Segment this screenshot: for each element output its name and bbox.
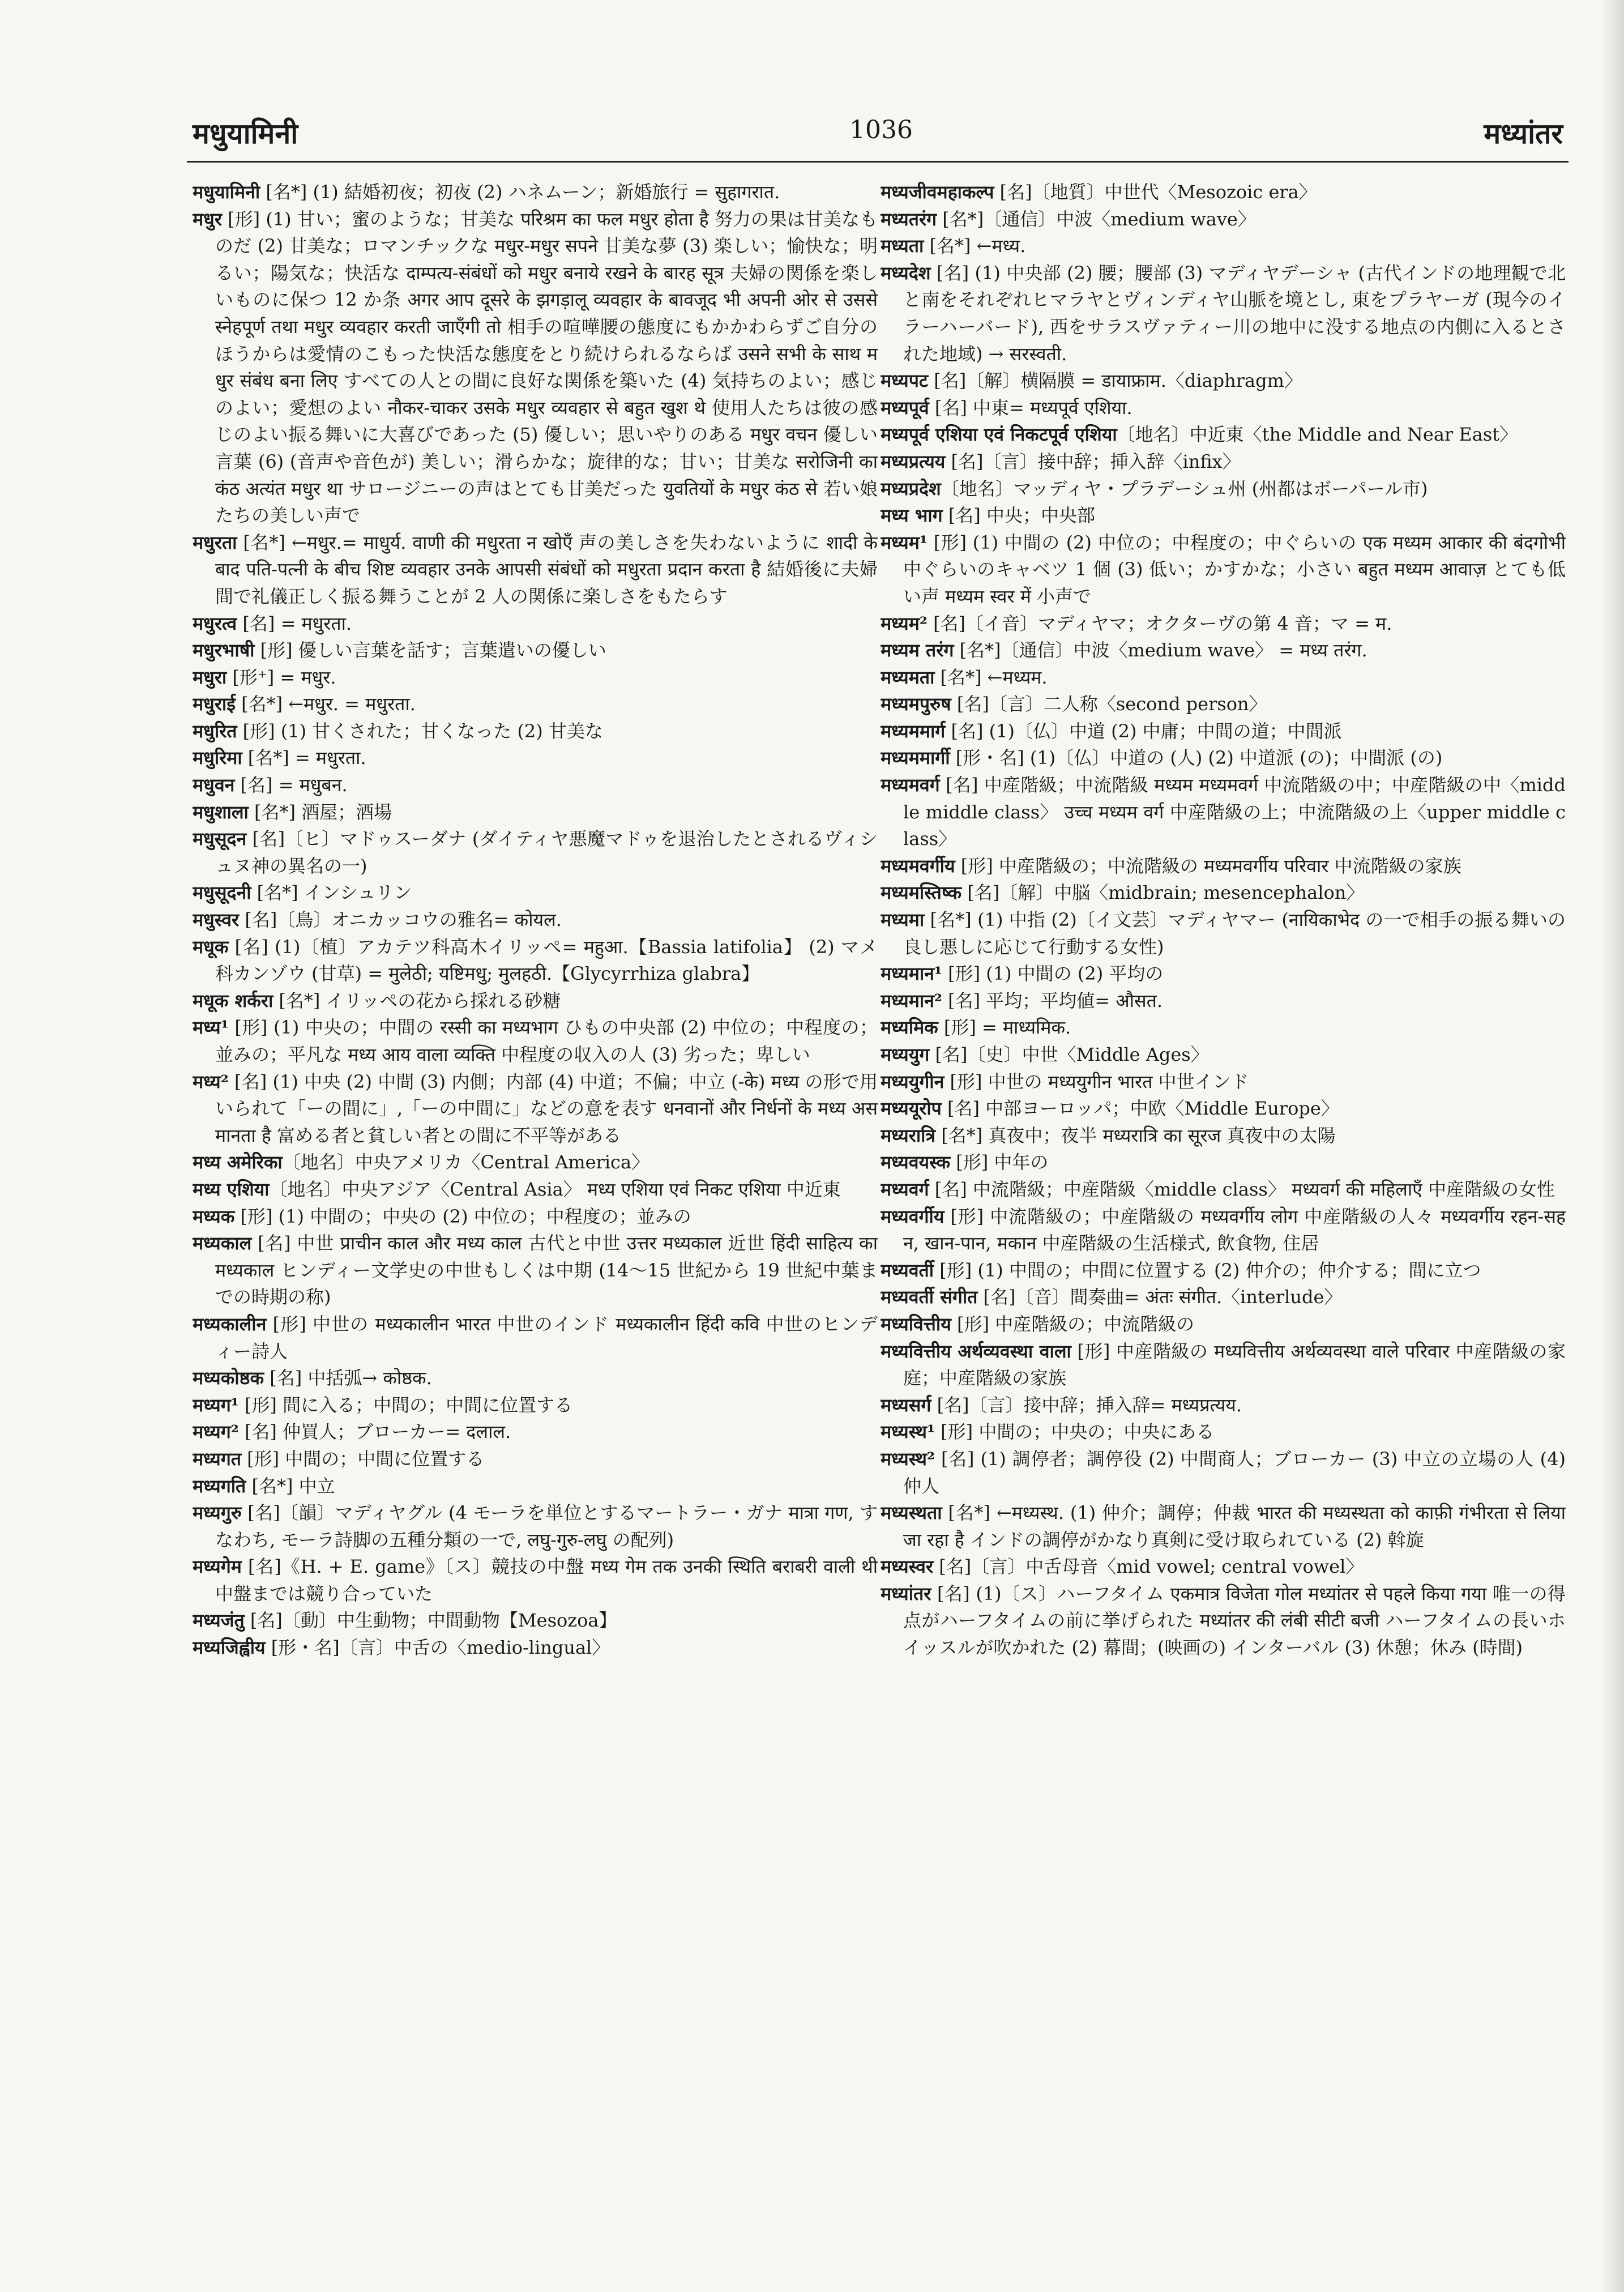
dictionary-entry	[881, 1014, 1566, 1042]
entry-definition: [名]〔言〕二人称〈second person〉	[951, 693, 1267, 715]
entry-headword: मध्यम तरंग	[881, 639, 954, 661]
entry-definition: [名]〔鳥〕オニカッコウの雅名= कोयल.	[239, 909, 562, 931]
entry-definition: [形] 間に入る；中間の；中間に位置する	[238, 1394, 573, 1416]
dictionary-entry	[193, 1069, 878, 1150]
dictionary-entry	[193, 745, 878, 772]
entry-headword: मधूक	[193, 936, 229, 958]
entry-headword: मध्यमस्तिष्क	[881, 882, 962, 904]
dictionary-entry	[881, 1095, 1566, 1122]
entry-definition: [名] = मधुबन.	[234, 774, 348, 796]
entry-headword: मधुशाला	[193, 801, 249, 823]
entry-definition: 〔地名〕マッディヤ・プラデーシュ州 (州都はボーパール市)	[941, 477, 1428, 500]
entry-definition: [名] (1) 中央部 (2) 腰；腰部 (3) マディヤデーシャ (古代インドの地理観で北と南をそれぞれヒマラヤとヴィンディヤ山脈を境とし, 東をプラヤーガ (現今のイラーハーバード), 西をサラスヴァティー川の地中に没する地点の内側に入るとされた地域) → सरस्वती.	[903, 262, 1566, 365]
entry-headword: मध्यगति	[193, 1475, 246, 1497]
entry-headword: मध्यवयस्क	[881, 1151, 951, 1173]
entry-headword: मध्यवर्गीय	[881, 1205, 945, 1227]
dictionary-entry	[881, 1581, 1566, 1662]
entry-definition: [形・名] (1)〔仏〕中道の (人) (2) 中道派 (の)；中間派 (の)	[950, 747, 1443, 769]
entry-definition: [名] (1)〔植〕アカテツ科高木イリッペ= महुआ.【Bassia latifolia】 (2) マメ科カンゾウ (甘草) = मुलेठी; यष्टिमधु; मुलहठी.【Glycyrrhiza glabra】	[215, 936, 878, 985]
entry-headword: मध्यमवर्ग	[881, 774, 940, 796]
entry-definition: [名*] (1) 結婚初夜；初夜 (2) ハネムーン；新婚旅行 = सुहागरात.	[260, 181, 780, 203]
entry-definition: [名*] = मधुरता.	[242, 747, 366, 769]
entry-headword: मध्यप्रदेश	[881, 477, 941, 500]
dictionary-entry	[881, 179, 1566, 206]
entry-headword: मध्यवित्तीय अर्थव्यवस्था वाला	[881, 1340, 1071, 1362]
entry-headword: मध्ययुग	[881, 1044, 930, 1065]
entry-definition: [名]〔イ音〕マディヤマ；オクターヴの第 4 音；マ = म.	[927, 612, 1392, 634]
entry-headword: मध्यवर्ती	[881, 1259, 934, 1281]
entry-headword: मध्यवर्ती संगीत	[881, 1286, 978, 1308]
entry-definition: [形] 中産階級の；中流階級の मध्यमवर्गीय परिवार 中流階級の家族	[955, 855, 1461, 877]
entry-headword: मध्यतरंग	[881, 208, 937, 230]
dictionary-entry	[881, 368, 1566, 395]
entry-headword: मधुराई	[193, 693, 236, 715]
entry-headword: मध्य भाग	[881, 505, 943, 527]
entry-definition: [名]《H. + E. game》〔ス〕競技の中盤 मध्य गेम तक उनकी स्थिति बराबरी वाली थी 中盤までは競り合っていた	[215, 1556, 878, 1604]
entry-definition: [名*] (1) 中指 (2)〔イ文芸〕マディヤマー (नायिकाभेद の一で相手の振る舞いの良し悪しに応じて行動する女性)	[903, 909, 1566, 958]
entry-definition: [名] (1)〔仏〕中道 (2) 中庸；中間の道；中間派	[945, 720, 1342, 742]
entry-headword: मध्यग¹	[193, 1394, 239, 1416]
dictionary-entry	[193, 664, 878, 692]
entry-headword: मधुसूदन	[193, 828, 247, 850]
entry-headword: मधुरिमा	[193, 747, 242, 769]
entry-headword: मध्यमा	[881, 909, 925, 931]
dictionary-entry	[193, 1392, 878, 1419]
entry-headword: मध्यरात्रि	[881, 1124, 936, 1146]
dictionary-entry	[193, 1553, 878, 1607]
entry-definition: [形] 中世の मध्यकालीन भारत 中世のインド मध्यकालीन हिंदी कवि 中世のヒンディー詩人	[215, 1313, 878, 1362]
entry-definition: [名*] 酒屋；酒場	[248, 801, 392, 823]
entry-definition: [形] 中産階級の；中流階級の	[951, 1313, 1195, 1335]
entry-headword: मध्यस्वर	[881, 1556, 934, 1578]
entry-definition: [名] 中部ヨーロッパ；中欧〈Middle Europe〉	[941, 1098, 1339, 1120]
entry-definition: [名]〔言〕中舌母音〈mid vowel; central vowel〉	[933, 1556, 1364, 1578]
dictionary-entry	[193, 826, 878, 880]
entry-definition: [名]〔解〕中脳〈midbrain; mesencephalon〉	[961, 882, 1365, 904]
entry-headword: मधुसूदनी	[193, 882, 251, 904]
entry-definition: [名] = मधुरता.	[237, 612, 352, 634]
entry-definition: [名] (1) 中央 (2) 中間 (3) 内側；内部 (4) 中道；不偏；中立 (-के) मध्य の形で用いられて「ーの間に」,「ーの中間に」などの意を表す धनवानों और निर्धनों के मध्य असमानता है 富める者と貧しい者との間に不平等がある	[215, 1070, 878, 1146]
dictionary-entry	[193, 880, 878, 907]
entry-definition: [形] (1) 中央の；中間の रस्सी का मध्यभाग ひもの中央部 (2) 中位の；中程度の；並みの；平凡な मध्य आय वाला व्यक्ति 中程度の収入の人 (3) 劣った；卑しい	[215, 1017, 878, 1065]
dictionary-entry	[881, 395, 1566, 422]
dictionary-entry	[881, 1311, 1566, 1338]
entry-headword: मध्यजिह्वीय	[193, 1637, 266, 1659]
entry-headword: मध्ययूरोप	[881, 1098, 942, 1120]
entry-headword: मध्यगत	[193, 1448, 241, 1470]
dictionary-entry	[881, 449, 1566, 476]
dictionary-entry	[881, 1122, 1566, 1150]
entry-definition: [名] 中産階級；中流階級 मध्यम मध्यमवर्ग 中流階級の中；中産階級の中〈middle middle class〉 उच्च मध्यम वर्ग 中産階級の上；中流階級の上〈upper middle class〉	[903, 774, 1566, 850]
entry-headword: मध्ययुगीन	[881, 1070, 945, 1092]
entry-definition: 〔地名〕中近東〈the Middle and Near East〉	[1117, 424, 1518, 446]
entry-headword: मध्य¹	[193, 1017, 229, 1039]
entry-headword: मध्यकाल	[193, 1232, 252, 1254]
entry-definition: [名*] ←मध्यस्थ. (1) 仲介；調停；仲裁 भारत की मध्यस्थता को काफ़ी गंभीरता से लिया जा रहा है インドの調停がかなり真剣に受け取られている (2) 斡旋	[903, 1502, 1566, 1551]
dictionary-entry	[881, 530, 1566, 611]
entry-definition: [形] 優しい言葉を話す；言葉遣いの優しい	[254, 639, 606, 661]
dictionary-entry	[881, 260, 1566, 368]
entry-headword: मध्यमवर्गीय	[881, 855, 955, 877]
entry-definition: [名*] 中立	[246, 1475, 335, 1497]
entry-headword: मधुर	[193, 208, 222, 230]
dictionary-entry	[193, 1311, 878, 1365]
dictionary-entry	[881, 1284, 1566, 1311]
dictionary-entry	[193, 1203, 878, 1231]
dictionary-entry	[193, 530, 878, 611]
entry-definition: [形] = माध्यमिक.	[938, 1017, 1071, 1039]
dictionary-entry	[881, 1042, 1566, 1069]
entry-definition: [名*] ←मधुर.= माधुर्य. वाणी की मधुरता न खोएँ 声の美しさを失わないように शादी के बाद पति-पत्नी के बीच शिष्ट व्यवहार उनके आपसी संबंधों को मधुरता प्रदान करता है 結婚後に夫婦間で礼儀正しく振る舞うことが 2 人の関係に楽しさをもたらす	[215, 531, 878, 607]
entry-definition: [名] 仲買人；ブローカー= दलाल.	[238, 1421, 511, 1443]
entry-definition: [形] 中産階級の मध्यवित्तीय अर्थव्यवस्था वाले परिवार 中産階級の家庭；中産階級の家族	[903, 1340, 1566, 1389]
entry-headword: मध्यांतर	[881, 1582, 931, 1604]
dictionary-entry	[193, 907, 878, 934]
entry-headword: मधुरभाषी	[193, 639, 255, 661]
entry-headword: मध्यक	[193, 1205, 235, 1227]
entry-definition: [形] 中年の	[950, 1151, 1049, 1173]
entry-definition: [名*] 真夜中；夜半 मध्यरात्रि का सूरज 真夜中の太陽	[935, 1124, 1336, 1146]
entry-headword: मध्यमान¹	[881, 963, 942, 985]
entry-definition: [形] (1) 中間の (2) 平均の	[942, 963, 1164, 985]
entry-headword: मध्यदेश	[881, 262, 931, 284]
entry-definition: [名]〔動〕中生動物；中間動物【Mesozoa】	[244, 1610, 617, 1632]
entry-definition: [名*] ←मध्य.	[924, 235, 1026, 257]
entry-headword: मध्यपूर्व एशिया एवं निकटपूर्व एशिया	[881, 424, 1117, 446]
entry-definition: [名]〔ヒ〕マドゥスーダナ (ダイティヤ悪魔マドゥを退治したとされるヴィシュヌ神の異名の一)	[215, 828, 878, 877]
left-running-headword: मधुयामिनी	[193, 117, 298, 150]
dictionary-entry	[881, 233, 1566, 260]
dictionary-entry	[193, 718, 878, 745]
entry-headword: मध्यममार्गी	[881, 747, 950, 769]
entry-definition: [形] (1) 中間の；中間に位置する (2) 仲介の；仲介する；間に立つ	[934, 1259, 1481, 1281]
dictionary-entry	[193, 691, 878, 718]
entry-headword: मध्यवित्तीय	[881, 1313, 951, 1335]
entry-headword: मध्य²	[193, 1070, 229, 1092]
entry-headword: मधुवन	[193, 774, 235, 796]
left-column	[193, 179, 878, 2246]
header-rule	[187, 161, 1569, 163]
entry-definition: [名]〔言〕接中辞；挿入辞〈infix〉	[945, 450, 1241, 472]
dictionary-entry	[193, 799, 878, 826]
dictionary-entry	[881, 1176, 1566, 1203]
entry-headword: मध्यमता	[881, 666, 935, 688]
dictionary-entry	[193, 1634, 878, 1662]
entry-definition: [名]〔地質〕中世代〈Mesozoic era〉	[994, 181, 1317, 203]
entry-definition: [名*] イリッペの花から採れる砂糖	[273, 989, 561, 1011]
entry-headword: मध्यमिक	[881, 1017, 938, 1039]
entry-headword: मधुयामिनी	[193, 181, 260, 203]
entry-headword: मध्यम¹	[881, 531, 928, 553]
entry-headword: मध्यसर्ग	[881, 1394, 931, 1416]
entry-headword: मध्यस्थ¹	[881, 1421, 935, 1443]
entry-definition: [形] (1) 甘くされた；甘くなった (2) 甘美な	[237, 720, 603, 742]
page-header	[193, 113, 1563, 159]
entry-definition: [名]〔解〕横隔膜 = डायाफ्राम.〈diaphragm〉	[928, 370, 1302, 392]
entry-definition: [名*]〔通信〕中波〈medium wave〉 = मध्य तरंग.	[954, 639, 1367, 661]
dictionary-entry	[881, 1553, 1566, 1581]
page-number: 1036	[849, 116, 913, 144]
entry-definition: [名] 中括弧→ कोष्ठक.	[264, 1367, 432, 1389]
dictionary-entry	[881, 502, 1566, 530]
entry-definition: [形] 中間の；中央の；中央にある	[935, 1421, 1215, 1443]
entry-headword: मध्यजंतु	[193, 1610, 245, 1632]
dictionary-entry	[193, 1500, 878, 1553]
dictionary-entry	[881, 611, 1566, 638]
dictionary-entry	[881, 1419, 1566, 1446]
entry-headword: मध्यप्रत्यय	[881, 450, 946, 472]
entry-headword: मध्यपूर्व	[881, 396, 929, 419]
entry-definition: [形] (1) 中間の (2) 中位の；中程度の；中ぐらいの एक मध्यम आकार की बंदगोभी 中ぐらいのキャベツ 1 個 (3) 低い；かすかな；小さい बहुत मध्यम आवाज़ とても低い声 मध्यम स्वर में 小声で	[903, 531, 1566, 607]
entry-headword: मध्यस्थता	[881, 1502, 942, 1524]
dictionary-entry	[881, 772, 1566, 853]
entry-definition: [名]〔韻〕マディヤグル (4 モーラを単位とするマートラー・ガナ मात्रा गण, すなわち, モーラ詩脚の五種分類の一で, लघु-गुरु-लघु の配列)	[215, 1502, 878, 1551]
entry-definition: [形] 中流階級の；中産階級の मध्यवर्गीय लोग 中産階級の人々 मध्यवर्गीय रहन-सहन, खान-पान, मकान 中産階級の生活様式, 飲食物, 住居	[903, 1205, 1566, 1254]
entry-definition: [形・名]〔言〕中舌の〈medio-lingual〉	[265, 1637, 610, 1659]
dictionary-entry	[193, 206, 878, 530]
entry-definition: [名] 中流階級；中産階級〈middle class〉 मध्यवर्ग की महिलाएँ 中産階級の女性	[929, 1178, 1555, 1200]
dictionary-entry	[881, 988, 1566, 1015]
dictionary-entry	[881, 1392, 1566, 1419]
dictionary-entry	[881, 718, 1566, 745]
dictionary-entry	[193, 1365, 878, 1392]
dictionary-entry	[881, 1257, 1566, 1284]
dictionary-entry	[193, 1149, 878, 1176]
dictionary-entry	[881, 853, 1566, 880]
dictionary-entry	[881, 1446, 1566, 1500]
dictionary-entry	[881, 421, 1566, 449]
entry-definition: [形] 中間の；中間に位置する	[241, 1448, 485, 1470]
entry-definition: 〔地名〕中央アメリカ〈Central America〉	[282, 1151, 650, 1173]
entry-definition: [名] (1)〔ス〕ハーフタイム एकमात्र विजेता गोल मध्यांतर से पहले किया गया 唯一の得点がハーフタイムの前に挙げられた मध्यांतर की लंबी सीटी बजी ハーフタイムの長いホイッスルが吹かれた (2) 幕間；(映画の) インターバル (3) 休憩；休み (時間)	[903, 1582, 1566, 1659]
entry-headword: मध्यवर्ग	[881, 1178, 929, 1200]
dictionary-entry	[881, 1069, 1566, 1096]
dictionary-entry	[881, 476, 1566, 503]
dictionary-entry	[881, 637, 1566, 664]
entry-headword: मध्यगेम	[193, 1556, 242, 1578]
right-column	[881, 179, 1566, 2246]
entry-headword: मध्यममार्ग	[881, 720, 946, 742]
entry-definition: [形] (1) 甘い；蜜のような；甘美な परिश्रम का फल मधुर होता है 努力の果は甘美なものだ (2) 甘美な；ロマンチックな मधुर-मधुर सपने 甘美な夢 (3) 楽しい；愉快な；明るい；陽気な；快活な दाम्पत्य-संबंधों को मधुर बनाये रखने के बारह सूत्र 夫婦の関係を楽しいものに保つ 12 か条 अगर आप दूसरे के झगड़ालू व्यवहार के बावजूद भी अपनी ओर से उससे स्नेहपूर्ण तथा मधुर व्यवहार करती जाएँगी तो 相手の喧嘩腰の態度にもかかわらずご自分のほうからは愛情のこもった快活な態度をとり続けられるならば उसने सभी के साथ मधुर संबंध बना लिए すべての人との間に良好な関係を築いた (4) 気持ちのよい；感じのよい；愛想のよい नौकर-चाकर उसके मधुर व्यवहार से बहुत खुश थे 使用人たちは彼の感じのよい振る舞いに大喜びであった (5) 優しい；思いやりのある मधुर वचन 優しい言葉 (6) (音声や音色が) 美しい；滑らかな；旋律的な；甘い；甘美な सरोजिनी का कंठ अत्यंत मधुर था サロージニーの声はとても甘美だった युवतियों के मधुर कंठ से 若い娘たちの美しい声で	[215, 208, 878, 527]
dictionary-entry	[881, 907, 1566, 961]
dictionary-entry	[881, 1149, 1566, 1176]
dictionary-entry	[881, 961, 1566, 988]
dictionary-entry	[193, 1607, 878, 1634]
dictionary-entry	[193, 1419, 878, 1446]
entry-definition: [名*] インシュリン	[251, 882, 412, 904]
entry-headword: मध्यमान²	[881, 989, 942, 1011]
dictionary-entry	[881, 664, 1566, 692]
entry-definition: [名*] ←मधुर. = मधुरता.	[235, 693, 416, 715]
entry-definition: [形⁺] = मधुर.	[226, 666, 336, 688]
entry-definition: [名]〔史〕中世〈Middle Ages〉	[929, 1044, 1209, 1065]
entry-definition: [名*]〔通信〕中波〈medium wave〉	[937, 208, 1256, 230]
dictionary-entry	[881, 1500, 1566, 1553]
entry-definition: [名] 中世 प्राचीन काल और मध्य काल 古代と中世 उत्तर मध्यकाल 近世 हिंदी साहित्य का मध्यकाल ヒンディー文学史の中世もしくは中期 (14〜15 世紀から 19 世紀中葉までの時期の称)	[215, 1232, 878, 1308]
entry-headword: मध्यस्थ²	[881, 1448, 935, 1470]
entry-headword: मध्य एशिया	[193, 1178, 270, 1200]
dictionary-entry	[193, 179, 878, 206]
entry-headword: मध्यगुरु	[193, 1502, 242, 1524]
dictionary-entry	[881, 691, 1566, 718]
entry-definition: [名] (1) 調停者；調停役 (2) 中間商人；ブローカー (3) 中立の立場の人 (4) 仲人	[903, 1448, 1566, 1497]
dictionary-entry	[881, 1203, 1566, 1257]
dictionary-entry	[193, 1446, 878, 1473]
dictionary-entry	[193, 1473, 878, 1500]
dictionary-entry	[881, 1338, 1566, 1392]
dictionary-entry	[881, 745, 1566, 772]
dictionary-entry	[193, 611, 878, 638]
entry-headword: मध्यकोष्ठक	[193, 1367, 264, 1389]
entry-headword: मध्यमपुरुष	[881, 693, 951, 715]
page-edge-shadow	[1601, 0, 1624, 2292]
entry-definition: [名] 中東= मध्यपूर्व एशिया.	[929, 396, 1132, 419]
entry-definition: [名] 平均；平均値= औसत.	[942, 989, 1163, 1011]
right-running-headword: मध्यांतर	[1484, 117, 1563, 150]
entry-definition: [名*] ←मध्यम.	[934, 666, 1048, 688]
entry-definition: 〔地名〕中央アジア〈Central Asia〉 मध्य एशिया एवं निकट एशिया 中近東	[269, 1178, 841, 1200]
entry-headword: मध्यम²	[881, 612, 928, 634]
entry-definition: [名]〔言〕接中辞；挿入辞= मध्यप्रत्यय.	[931, 1394, 1242, 1416]
entry-headword: मधुरत्व	[193, 612, 237, 634]
dictionary-entry	[193, 772, 878, 799]
entry-definition: [形] (1) 中間の；中央の (2) 中位の；中程度の；並みの	[234, 1205, 691, 1227]
entry-definition: [名]〔音〕間奏曲= अंतः संगीत.〈interlude〉	[977, 1286, 1343, 1308]
dictionary-entry	[193, 637, 878, 664]
dictionary-entry	[881, 880, 1566, 907]
entry-headword: मध्य अमेरिका	[193, 1151, 283, 1173]
dictionary-entry	[881, 206, 1566, 233]
entry-headword: मधुरा	[193, 666, 227, 688]
entry-definition: [名] 中央；中央部	[942, 505, 1095, 527]
entry-headword: मध्यकालीन	[193, 1313, 267, 1335]
entry-headword: मधूक शर्करा	[193, 989, 273, 1011]
dictionary-entry	[193, 1230, 878, 1311]
dictionary-entry	[193, 1176, 878, 1203]
entry-definition: [形] 中世の मध्ययुगीन भारत 中世インド	[944, 1070, 1249, 1092]
entry-headword: मध्यपट	[881, 370, 929, 392]
entry-headword: मधुस्वर	[193, 909, 240, 931]
dictionary-entry	[193, 934, 878, 988]
entry-headword: मधुरता	[193, 531, 237, 553]
dictionary-entry	[193, 1014, 878, 1068]
entry-headword: मध्यता	[881, 235, 924, 257]
entry-headword: मध्यग²	[193, 1421, 239, 1443]
dictionary-entry	[193, 988, 878, 1015]
entry-headword: मधुरित	[193, 720, 237, 742]
entry-headword: मध्यजीवमहाकल्प	[881, 181, 994, 203]
